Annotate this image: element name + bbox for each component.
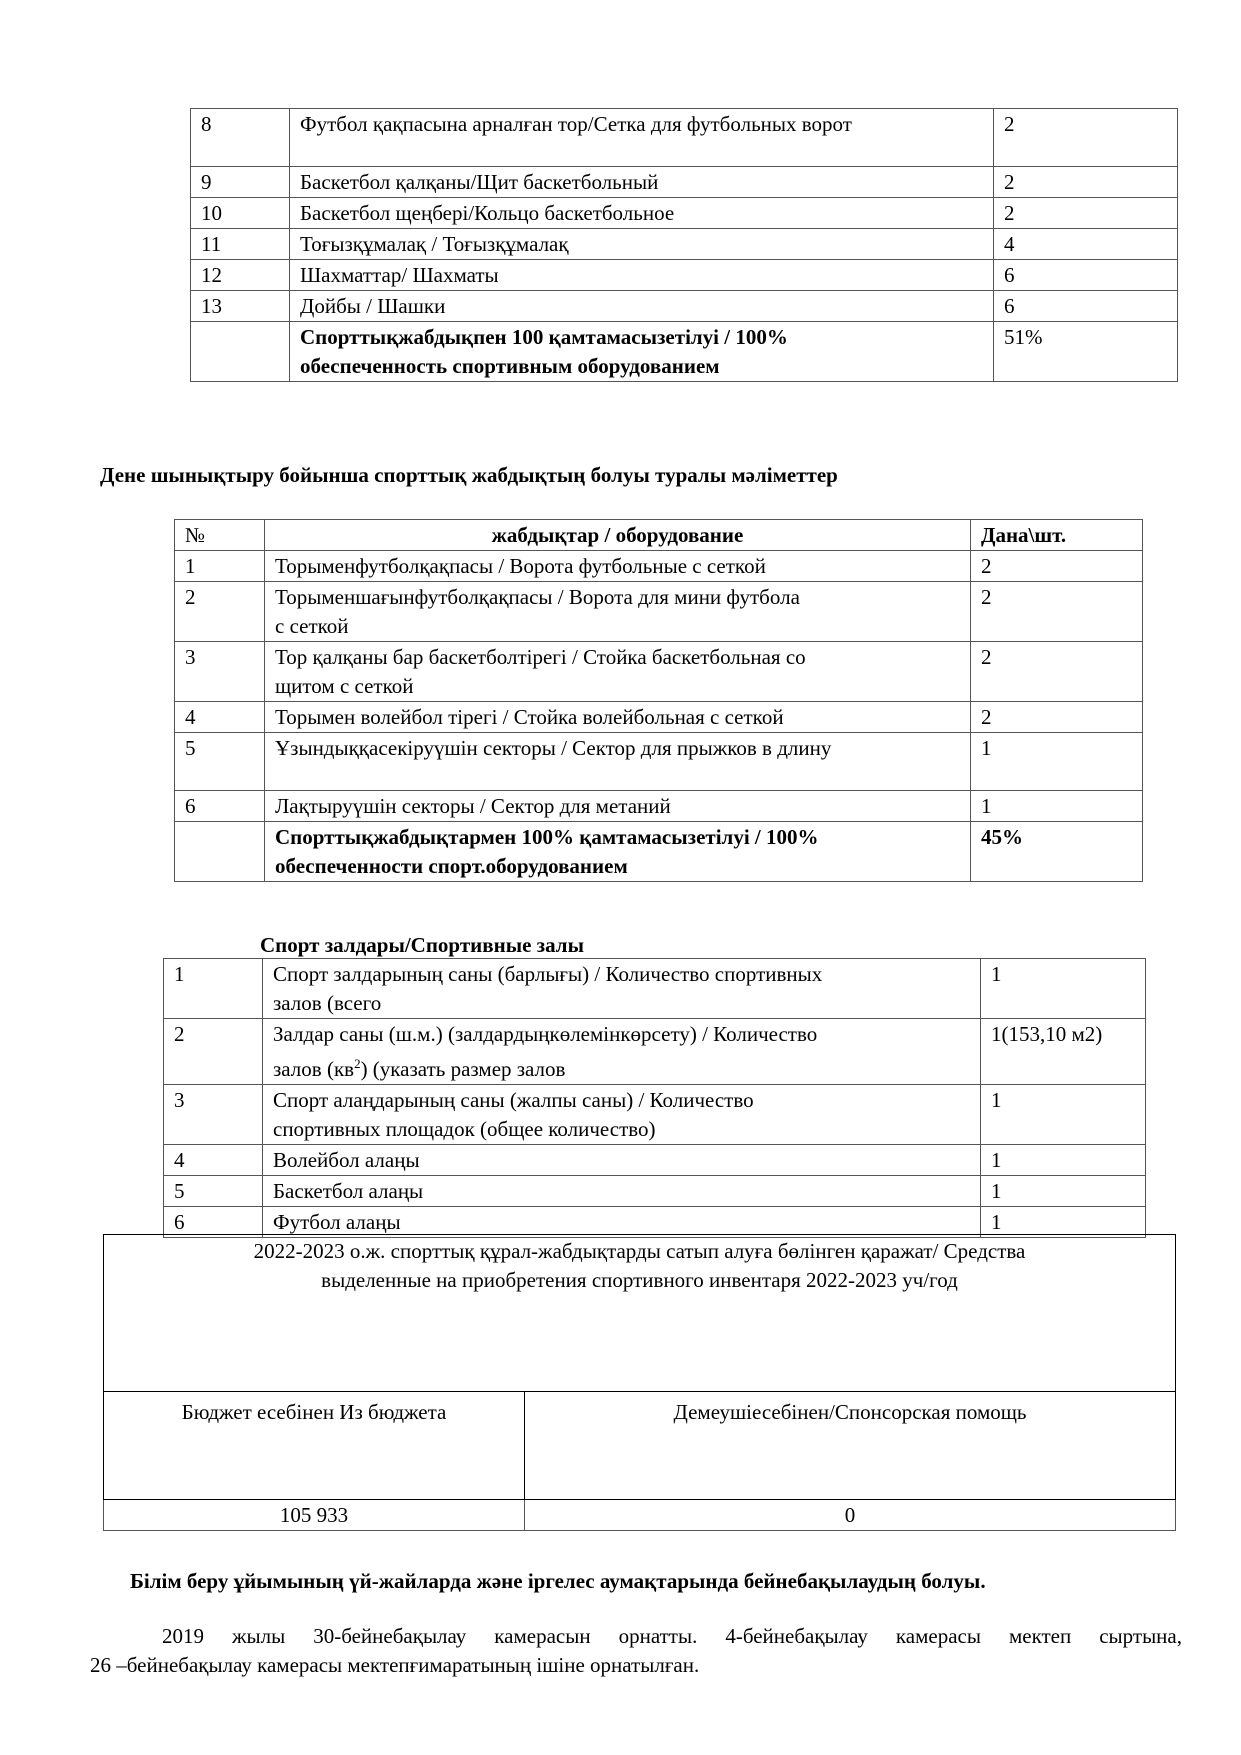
funding-table: [103, 1234, 1176, 1531]
table-row: [164, 1176, 1146, 1207]
item-quantity: 2: [971, 702, 1143, 733]
row-number: 12: [191, 260, 290, 291]
table-row: [175, 582, 1143, 642]
row-number: 13: [191, 291, 290, 322]
item-name: Тоғызқұмалақ / Тоғызқұмалақ: [290, 229, 994, 260]
row-number: 1: [164, 959, 263, 1019]
row-number: [191, 322, 290, 382]
row-number: [175, 822, 265, 882]
item-quantity: 1: [981, 1176, 1146, 1207]
funding-title-line1: 2022-2023 о.ж. спорттық құрал-жабдықтарды сатып алуға бөлінген қаражат/ Средства: [253, 1239, 1026, 1263]
table-row: [175, 702, 1143, 733]
item-quantity: 2: [994, 198, 1178, 229]
item-name-line2: с сеткой: [275, 614, 349, 638]
header-number: №: [175, 520, 265, 551]
item-quantity: 1(153,10 м2): [981, 1019, 1146, 1085]
item-name-line2: залов (всего: [273, 991, 382, 1015]
table-row: [191, 260, 1178, 291]
item-name: Торыменфутболқақпасы / Ворота футбольные с сеткой: [265, 551, 971, 582]
table-row: [175, 551, 1143, 582]
superscript: 2: [354, 1056, 361, 1071]
item-name: Футбол қақпасына арналған тор/Сетка для футбольных ворот: [290, 109, 994, 167]
row-number: 6: [164, 1207, 263, 1238]
item-quantity: 2: [994, 167, 1178, 198]
sponsor-label: Демеушіесебінен/Спонсорская помощь: [525, 1392, 1176, 1500]
item-quantity: 2: [971, 642, 1143, 702]
total-label-line1: Спорттықжабдықпен 100 қамтамасызетілуі / 100%: [300, 325, 788, 349]
row-number: 3: [175, 642, 265, 702]
table-row: [164, 959, 1146, 1019]
total-label-line2: обеспеченность спортивным оборудованием: [300, 354, 720, 378]
row-number: 10: [191, 198, 290, 229]
row-number: 5: [164, 1176, 263, 1207]
row-number: 1: [175, 551, 265, 582]
table-row: [191, 167, 1178, 198]
total-label-line2: обеспеченности спорт.оборудованием: [275, 854, 628, 878]
table-row: [191, 291, 1178, 322]
row-number: 6: [175, 791, 265, 822]
item-name-line1: Тор қалқаны бар баскетболтірегі / Стойка баскетбольная со: [275, 645, 806, 669]
budget-value: 105 933: [104, 1500, 525, 1531]
table-row: [164, 1085, 1146, 1145]
item-name: [263, 1019, 981, 1085]
row-number: 4: [175, 702, 265, 733]
item-quantity: 6: [994, 260, 1178, 291]
funding-labels-row: [104, 1392, 1176, 1500]
table-row: [164, 1019, 1146, 1085]
funding-title-row: [104, 1235, 1176, 1392]
item-quantity: 6: [994, 291, 1178, 322]
item-quantity: 1: [971, 733, 1143, 791]
item-name: Ұзындыққасекіруүшін секторы / Сектор для прыжков в длину: [265, 733, 971, 791]
row-number: 4: [164, 1145, 263, 1176]
funding-title-line2: выделенные на приобретения спортивного инвентаря 2022-2023 уч/год: [321, 1268, 958, 1292]
total-label: [290, 322, 994, 382]
item-name: [263, 959, 981, 1019]
section-heading: Спорт залдары/Спортивные залы: [260, 933, 584, 957]
budget-label: Бюджет есебінен Из бюджета: [104, 1392, 525, 1500]
item-name: Футбол алаңы: [263, 1207, 981, 1238]
table-row: [175, 642, 1143, 702]
total-label-line1: Спорттықжабдықтармен 100% қамтамасызетілуі / 100%: [275, 825, 819, 849]
item-name: Баскетбол алаңы: [263, 1176, 981, 1207]
table-row: [191, 198, 1178, 229]
item-name: Волейбол алаңы: [263, 1145, 981, 1176]
item-name: [265, 582, 971, 642]
item-name-line1: Залдар саны (ш.м.) (залдардыңкөлемінкөрсету) / Количество: [273, 1022, 818, 1046]
total-value: 45%: [971, 822, 1143, 882]
row-number: 3: [164, 1085, 263, 1145]
item-quantity: 2: [971, 551, 1143, 582]
item-name: [263, 1085, 981, 1145]
video-paragraph-line1: 2019 жылы 30-бейнебақылау камерасын орнатты. 4-бейнебақылау камерасы мектеп сыртына,: [162, 1624, 1182, 1648]
row-number: 8: [191, 109, 290, 167]
video-paragraph-line2: 26 –бейнебақылау камерасы мектепғимаратының ішіне орнатылған.: [90, 1653, 700, 1677]
item-quantity: 1: [971, 791, 1143, 822]
row-number: 5: [175, 733, 265, 791]
item-name-line1: Спорт залдарының саны (барлығы) / Количество спортивных: [273, 962, 823, 986]
item-quantity: 1: [981, 959, 1146, 1019]
table-row: [164, 1207, 1146, 1238]
total-value: 51%: [994, 322, 1178, 382]
item-name: [265, 642, 971, 702]
item-name-line1: Спорт алаңдарының саны (жалпы саны) / Количество: [273, 1088, 754, 1112]
item-name-line2: залов (кв: [273, 1057, 355, 1081]
item-name: Дойбы / Шашки: [290, 291, 994, 322]
table-row: [175, 791, 1143, 822]
item-quantity: 1: [981, 1085, 1146, 1145]
item-name: Лақтыруүшін секторы / Сектор для метаний: [265, 791, 971, 822]
table-row: [191, 229, 1178, 260]
item-quantity: 2: [994, 109, 1178, 167]
item-name-line1: Торыменшағынфутболқақпасы / Ворота для мини футбола: [275, 585, 800, 609]
total-row: [175, 822, 1143, 882]
total-row: [191, 322, 1178, 382]
equipment-table-continued: [190, 108, 1178, 382]
row-number: 9: [191, 167, 290, 198]
row-number: 2: [164, 1019, 263, 1085]
row-number: 11: [191, 229, 290, 260]
item-name: Шахматтар/ Шахматы: [290, 260, 994, 291]
funding-title: [104, 1235, 1176, 1392]
item-name: Торымен волейбол тірегі / Стойка волейбольная с сеткой: [265, 702, 971, 733]
item-name-line2-end: ) (указать размер залов: [360, 1057, 566, 1081]
item-quantity: 2: [971, 582, 1143, 642]
row-number: 2: [175, 582, 265, 642]
table-row: [191, 109, 1178, 167]
section-heading: Дене шынықтыру бойынша спорттық жабдықтың болуы туралы мәліметтер: [100, 463, 838, 487]
item-quantity: 1: [981, 1207, 1146, 1238]
item-quantity: 1: [981, 1145, 1146, 1176]
video-heading: Білім беру ұйымының үй-жайларда және іргелес аумақтарында бейнебақылаудың болуы.: [130, 1569, 986, 1593]
table-header-row: [175, 520, 1143, 551]
item-name: Баскетбол қалқаны/Щит баскетбольный: [290, 167, 994, 198]
item-name: Баскетбол щеңбері/Кольцо баскетбольное: [290, 198, 994, 229]
item-quantity: 4: [994, 229, 1178, 260]
header-quantity: Дана\шт.: [971, 520, 1143, 551]
item-name-line2: щитом с сеткой: [275, 674, 414, 698]
funding-values-row: [104, 1500, 1176, 1531]
table-row: [175, 733, 1143, 791]
header-equipment: жабдықтар / оборудование: [265, 520, 971, 551]
table-row: [164, 1145, 1146, 1176]
sport-equipment-table: [174, 519, 1143, 882]
sport-halls-table: [163, 958, 1146, 1238]
total-label: [265, 822, 971, 882]
sponsor-value: 0: [525, 1500, 1176, 1531]
item-name-line2: спортивных площадок (общее количество): [273, 1117, 656, 1141]
